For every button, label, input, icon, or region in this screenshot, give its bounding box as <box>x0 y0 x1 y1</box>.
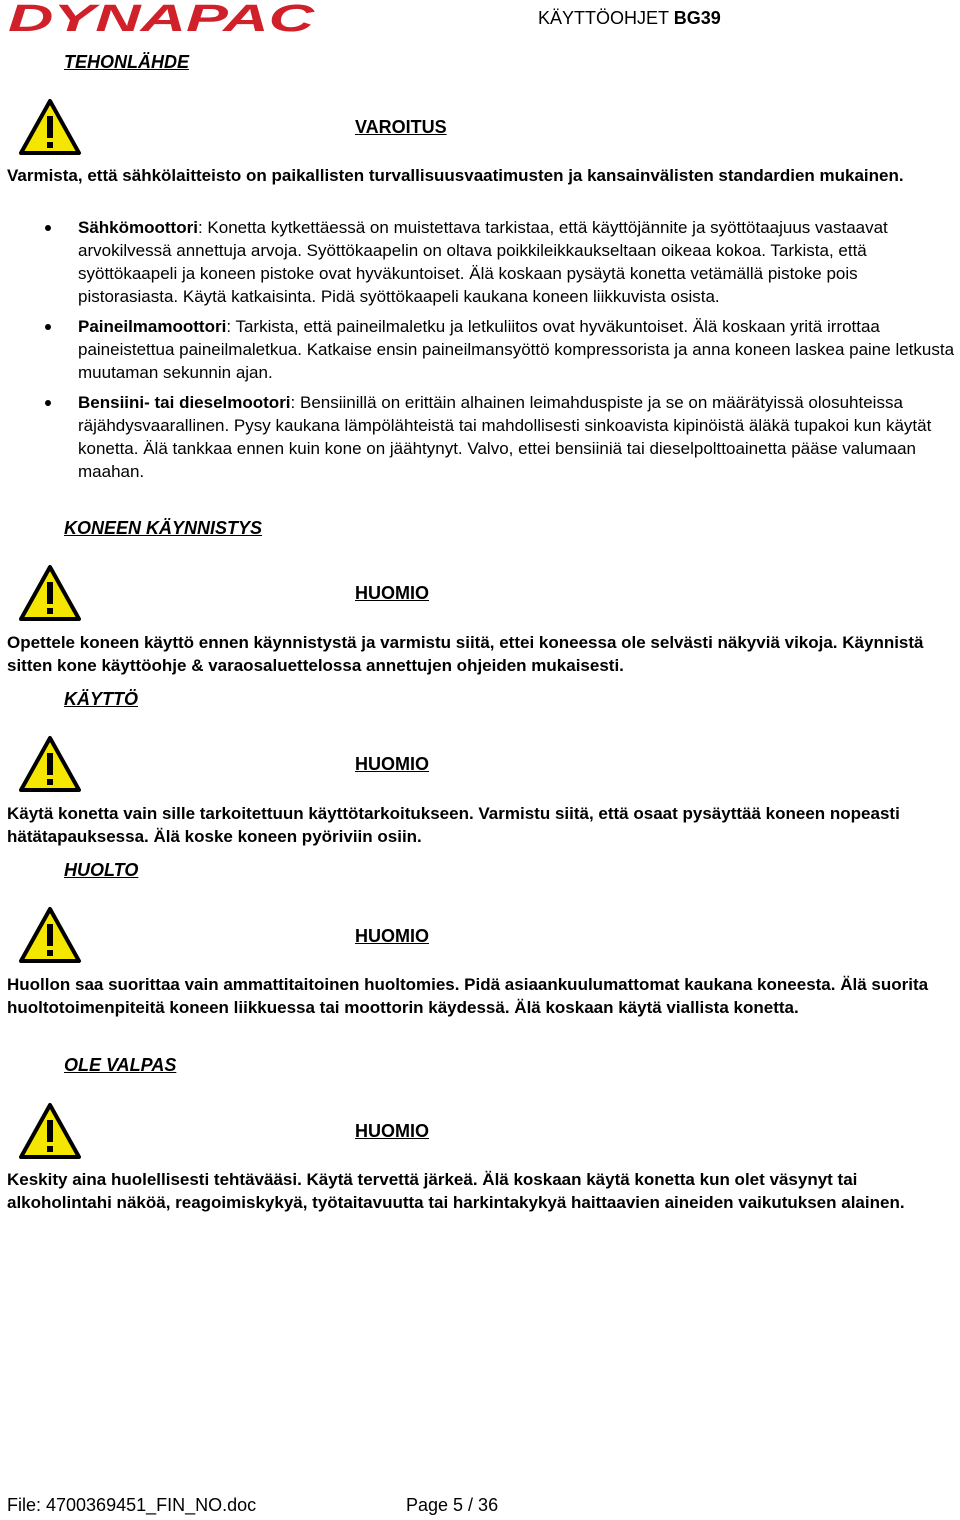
dynapac-logo <box>8 2 316 34</box>
footer-page-number: Page 5 / 36 <box>406 1495 499 1515</box>
maintenance-text: Huollon saa suorittaa vain ammattitaitoinen huoltomies. Pidä asiaankuulumattomat kaukana koneesta. Älä suorita huoltotoimenpiteitä koneen liikkuessa tai moottorin käydessä. Älä koskaan käytä viallista konetta. <box>7 975 929 1017</box>
notice-label: HUOMIO <box>355 583 429 603</box>
bullet-term: Sähkömoottori <box>78 218 198 237</box>
footer-file-name: File: 4700369451_FIN_NO.doc <box>7 1495 257 1515</box>
power-source-list <box>0 216 955 490</box>
power-intro: Varmista, että sähkölaitteisto on paikallisten turvallisuusvaatimusten ja kansainvälisten standardien mukainen. <box>7 166 904 185</box>
warning-triangle-icon <box>18 564 82 622</box>
section-heading-usage: KÄYTTÖ <box>64 689 138 709</box>
section-heading-startup: KONEEN KÄYNNISTYS <box>64 518 263 538</box>
bullet-text: : Tarkista, että paineilmaletku ja letkuliitos ovat hyväkuntoiset. Älä koskaan yritä irrottaa paineistettua paineilmaletkua. Katkaise ensin paineilmansyöttö kompressorista ja anna koneen laskea paine letkusta muutaman sekunnin ajan. <box>78 317 955 382</box>
manual-title: KÄYTTÖOHJET <box>538 8 669 28</box>
notice-label: HUOMIO <box>355 926 429 946</box>
list-item-pneumatic-motor <box>0 315 955 384</box>
section-heading-maintenance: HUOLTO <box>64 860 139 880</box>
bullet-text: : Konetta kytkettäessä on muistettava tarkistaa, että käyttöjännite ja syöttötaajuus vastaavat arvokilvessä annettuja arvoja. Syöttökaapelin on oltava poikkileikkaukseltaan oikeaa kokoa. Tarkista, että syöttökaapeli ja koneen pistoke ovat hyväkuntoiset. Älä koskaan pysäytä konetta vetämällä pistoke pois pistorasiasta. Käytä katkaisinta. Pidä syöttökaapeli kaukana koneen liikkuvista osista. <box>78 218 888 306</box>
document-title <box>538 8 721 29</box>
bullet-icon <box>45 225 51 231</box>
warning-label: VAROITUS <box>355 117 447 137</box>
warning-triangle-icon <box>18 98 82 156</box>
bullet-icon <box>45 324 51 330</box>
startup-text: Opettele koneen käyttö ennen käynnistystä ja varmistu siitä, ettei koneessa ole selvästi näkyviä vikoja. Käynnistä sitten kone käyttöohje & varaosaluettelossa annettujen ohjeiden mukaisesti. <box>7 633 924 675</box>
notice-label: HUOMIO <box>355 754 429 774</box>
warning-triangle-icon <box>18 735 82 793</box>
section-heading-power: TEHONLÄHDE <box>64 52 189 72</box>
bullet-text: : Bensiinillä on erittäin alhainen leimahduspiste ja se on määrätyissä olosuhteissa räjähdysvaarallinen. Pysy kaukana lämpölähteistä tai mahdollisesti sinkoavista kipinöistä äläkä tupakoi kun käytät konetta. Älä tankkaa ennen kuin kone on jäähtynyt. Valvo, ettei bensiiniä tai dieselpolttoainetta pääse valumaan maahan. <box>78 393 932 481</box>
bullet-term: Bensiini- tai dieselmootori <box>78 393 291 412</box>
list-item-electric-motor <box>0 216 955 308</box>
warning-triangle-icon <box>18 1102 82 1160</box>
model-code: BG39 <box>673 8 721 28</box>
logo-text: DYNAPAC <box>8 2 315 34</box>
notice-label: HUOMIO <box>355 1121 429 1141</box>
section-heading-alert: OLE VALPAS <box>64 1055 177 1075</box>
alert-text: Keskity aina huolellisesti tehtävääsi. Käytä tervettä järkeä. Älä koskaan käytä konetta kun olet väsynyt tai alkoholintahi näköä, reagoimiskykyä, työtaitavuutta tai harkintakykyä haittaavien aineiden vaikutuksen alainen. <box>7 1170 905 1212</box>
list-item-combustion-engine <box>0 391 955 483</box>
usage-text: Käytä konetta vain sille tarkoitettuun käyttötarkoitukseen. Varmistu siitä, että osaat pysäyttää koneen nopeasti hätätapauksessa. Älä koske koneen pyöriviin osiin. <box>7 804 900 846</box>
bullet-term: Paineilmamoottori <box>78 317 227 336</box>
warning-triangle-icon <box>18 906 82 964</box>
bullet-icon <box>45 400 51 406</box>
